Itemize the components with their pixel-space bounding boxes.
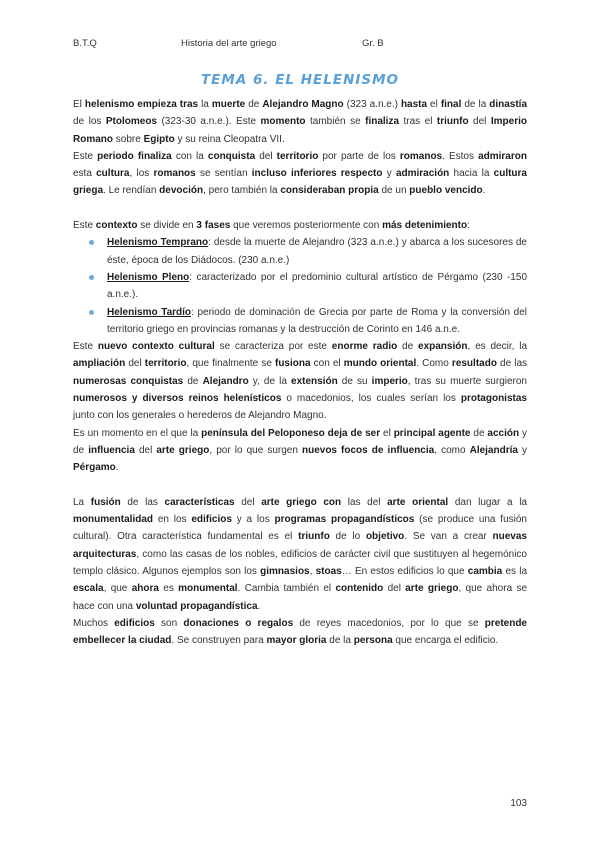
text-run: y a los: [231, 514, 275, 526]
text-run: , es decir, la: [467, 341, 528, 353]
text-run: , que: [103, 583, 132, 595]
bold-run: ahora: [131, 583, 159, 595]
text-run: , como las casas de los nobles, edificios de carácter civil que sustituyen al hegemónico templo clásico. Algunos ejemplos son los: [73, 548, 527, 578]
text-run: , como: [434, 444, 470, 456]
bold-run: Imperio Romano: [73, 116, 528, 145]
text-run: del: [255, 150, 277, 162]
phase-term: Helenismo Tardío: [107, 306, 192, 318]
text-run: Muchos: [73, 617, 115, 629]
text-run: del: [134, 444, 157, 456]
bold-run: acción: [487, 427, 520, 439]
bold-run: Alejandro: [202, 375, 249, 387]
phase-text: : periodo de dominación de Grecia por parte de Roma y la conversión del territorio griego en provincias romanas y la destrucción de Corinto en 146 a.n.e.: [107, 306, 527, 335]
bold-run: pueblo vencido: [409, 185, 483, 197]
text-run: Este: [73, 341, 98, 353]
bold-run: influencia: [88, 444, 135, 456]
text-run: , por lo que surgen: [209, 444, 302, 456]
bold-run: Pérgamo: [73, 462, 116, 474]
text-run: ,: [309, 566, 316, 578]
spacer: [73, 200, 527, 217]
bold-run: territorio: [276, 150, 319, 162]
header-center: Historia del arte griego: [181, 38, 277, 49]
page-header: [73, 38, 527, 54]
bold-run: voluntad propagandística: [135, 600, 258, 612]
bold-run: más detenimiento: [382, 220, 468, 232]
spacer: [73, 477, 527, 494]
bold-run: territorio: [144, 358, 187, 370]
bold-run: edificios: [191, 514, 232, 526]
text-run: las del: [341, 496, 388, 508]
text-run: (323 a.n.e.): [343, 99, 401, 110]
text-run: El: [73, 99, 85, 110]
phase-text: : caracterizado por el predominio cultural artístico de Pérgamo (230 -150 a.n.e.).: [107, 271, 528, 301]
page-title: TEMA 6. EL HELENISMO: [200, 72, 400, 88]
phase-text: : desde la muerte de Alejandro (323 a.n.e.) y abarca a los sucesores de éste, época de los Diádocos. (230 a.n.e.): [107, 237, 527, 266]
text-run: hacia la: [449, 168, 494, 180]
bold-run: nuevos focos de influencia: [301, 444, 435, 456]
text-run: junto con los generales o herederos de Alejandro Magno.: [73, 410, 327, 422]
text-run: de las: [496, 358, 528, 370]
paragraph: [73, 425, 527, 477]
text-run: por parte de los: [318, 150, 400, 162]
page-number: 103: [510, 798, 527, 809]
paragraph: [73, 217, 527, 234]
bold-run: triunfo: [436, 116, 469, 128]
bold-run: resultado: [451, 358, 497, 370]
bold-run: mundo oriental: [343, 358, 417, 370]
bold-run: extensión: [291, 375, 338, 387]
text-run: de la: [326, 635, 354, 647]
bold-run: cambia: [467, 566, 503, 578]
bold-run: 3 fases: [196, 220, 231, 232]
text-run: . Como: [416, 358, 452, 370]
bold-run: conquista: [207, 150, 256, 162]
list-item: [107, 234, 527, 269]
text-run: , que finalmente se: [186, 358, 275, 370]
text-run: . Se construyen para: [171, 635, 267, 647]
text-run: con el: [310, 358, 344, 370]
bold-run: romanos: [153, 168, 196, 180]
phase-term: Helenismo Temprano: [107, 237, 209, 249]
text-run: Este: [73, 150, 98, 162]
bold-run: edificios: [114, 617, 155, 629]
bold-run: incluso inferiores respecto: [251, 168, 383, 180]
bold-run: admiraron: [478, 150, 527, 162]
phases-list: [73, 234, 527, 338]
bold-run: romanos: [399, 150, 443, 162]
bold-run: stoas: [315, 566, 342, 578]
bold-run: protagonistas: [460, 393, 527, 405]
bold-run: muerte: [211, 99, 246, 110]
bold-run: fusión: [90, 496, 121, 508]
bold-run: donaciones o regalos: [183, 617, 294, 629]
bold-run: finaliza: [365, 116, 400, 128]
text-run: , que ahora se hace con una: [73, 583, 528, 612]
bold-run: península del Peloponeso deja de ser: [201, 427, 381, 439]
text-run: y su reina Cleopatra VII.: [174, 133, 285, 145]
bold-run: admiración: [395, 168, 450, 180]
text-run: , los: [129, 168, 154, 180]
text-run: . Se van a crear: [404, 531, 493, 543]
phase-term: Helenismo Pleno: [107, 271, 190, 283]
text-run: y, de la: [248, 375, 292, 387]
text-run: (323-30 a.n.e.). Este: [157, 116, 261, 128]
bold-run: final: [440, 99, 462, 110]
text-run: se divide en: [137, 220, 197, 232]
text-run: . Le rendían: [103, 185, 160, 197]
bold-run: devoción: [159, 185, 204, 197]
bold-run: triunfo: [298, 531, 330, 543]
bold-run: numerosos y diversos reinos helenísticos: [73, 393, 282, 405]
text-run: La: [73, 496, 91, 508]
bold-run: Alejandría: [469, 444, 518, 456]
text-run: y de: [73, 427, 528, 456]
bold-run: pretende embellecer la ciudad: [73, 617, 527, 647]
text-run: del: [125, 358, 145, 370]
bold-run: gimnasios: [260, 566, 310, 578]
document-body: [73, 96, 527, 650]
text-run: en los: [153, 514, 192, 526]
text-run: o macedonios, los cuales serían los: [281, 393, 461, 405]
paragraph: [73, 494, 527, 615]
text-run: . Estos: [442, 150, 479, 162]
bold-run: Ptolomeos: [105, 116, 157, 128]
bold-run: persona: [353, 635, 393, 647]
bold-run: características: [164, 496, 235, 508]
bold-run: ampliación: [73, 358, 126, 370]
bold-run: numerosas conquistas: [73, 375, 184, 387]
text-run: sobre: [113, 133, 144, 145]
text-run: del: [383, 583, 406, 595]
text-run: de la: [461, 99, 490, 110]
bold-run: cultura griega: [73, 168, 527, 197]
bold-run: mayor gloria: [266, 635, 327, 647]
bold-run: hasta: [400, 99, 428, 110]
paragraph: [73, 338, 527, 424]
text-run: :: [467, 220, 470, 232]
bold-run: nuevas arquitecturas: [73, 531, 527, 560]
header-left: B.T.Q: [73, 38, 97, 49]
text-run: … En estos edificios lo que: [341, 566, 468, 578]
bold-run: consideraban propia: [280, 185, 379, 197]
text-run: la: [198, 99, 212, 110]
text-run: de los: [73, 116, 106, 128]
text-run: .: [482, 185, 486, 197]
text-run: de un: [378, 185, 410, 197]
bold-run: arte griego: [405, 583, 459, 595]
paragraph: [73, 615, 527, 650]
text-run: , pero también la: [203, 185, 281, 197]
text-run: dan lugar a la: [448, 496, 527, 508]
text-run: de su: [337, 375, 372, 387]
text-run: es: [158, 583, 179, 595]
text-run: el: [380, 427, 394, 439]
bold-run: Egipto: [143, 133, 175, 145]
text-run: (se produce una fusión cultural). Otra característica fundamental es el: [73, 514, 527, 543]
text-run: Este: [73, 220, 96, 232]
text-run: del: [234, 496, 262, 508]
bold-run: fusiona: [274, 358, 311, 370]
text-run: y: [517, 444, 528, 456]
text-run: que encarga el edificio.: [392, 635, 499, 647]
text-run: de lo: [329, 531, 366, 543]
text-run: y: [382, 168, 396, 180]
text-run: de las: [120, 496, 165, 508]
text-run: con la: [171, 150, 208, 162]
text-run: que veremos posteriormente con: [230, 220, 383, 232]
text-run: , tras su muerte surgieron: [407, 375, 527, 387]
text-run: . Cambia también el: [237, 583, 336, 595]
bold-run: periodo finaliza: [97, 150, 172, 162]
bold-run: arte oriental: [387, 496, 449, 508]
text-run: de: [183, 375, 203, 387]
bold-run: Alejandro Magno: [262, 99, 344, 110]
bold-run: helenismo empieza tras: [84, 99, 199, 110]
bold-run: cultura: [96, 168, 130, 180]
bold-run: programas propagandísticos: [274, 514, 415, 526]
bold-run: monumentalidad: [73, 514, 154, 526]
bold-run: arte griego: [156, 444, 210, 456]
paragraph: [73, 148, 527, 200]
text-run: el: [427, 99, 441, 110]
bold-run: contexto: [95, 220, 138, 232]
header-right: Gr. B: [362, 38, 384, 49]
bold-run: nuevo contexto cultural: [97, 341, 215, 353]
list-item: [107, 269, 527, 304]
bold-run: objetivo: [365, 531, 405, 543]
bold-run: momento: [260, 116, 306, 128]
text-run: de: [245, 99, 263, 110]
text-run: Es un momento en el que la: [73, 427, 202, 439]
text-run: se sentían: [195, 168, 252, 180]
text-run: .: [115, 462, 119, 474]
text-run: de: [470, 427, 488, 439]
bold-run: monumental: [178, 583, 238, 595]
text-run: esta: [73, 168, 97, 180]
bold-run: expansión: [418, 341, 468, 353]
text-run: son: [154, 617, 184, 629]
text-run: es la: [502, 566, 528, 578]
text-run: de reyes macedonios, por lo que se: [293, 617, 485, 629]
bold-run: escala: [73, 583, 104, 595]
bold-run: arte griego con: [261, 496, 342, 508]
text-run: también se: [305, 116, 366, 128]
text-run: del: [468, 116, 491, 128]
text-run: se caracteriza por este: [214, 341, 332, 353]
bold-run: contenido: [335, 583, 384, 595]
paragraph: [73, 96, 527, 148]
bold-run: imperio: [371, 375, 408, 387]
bold-run: dinastía: [489, 99, 528, 110]
text-run: .: [257, 600, 261, 612]
list-item: [107, 304, 527, 339]
text-run: de: [397, 341, 419, 353]
bold-run: principal agente: [393, 427, 471, 439]
text-run: tras el: [399, 116, 437, 128]
bold-run: enorme radio: [331, 341, 398, 353]
